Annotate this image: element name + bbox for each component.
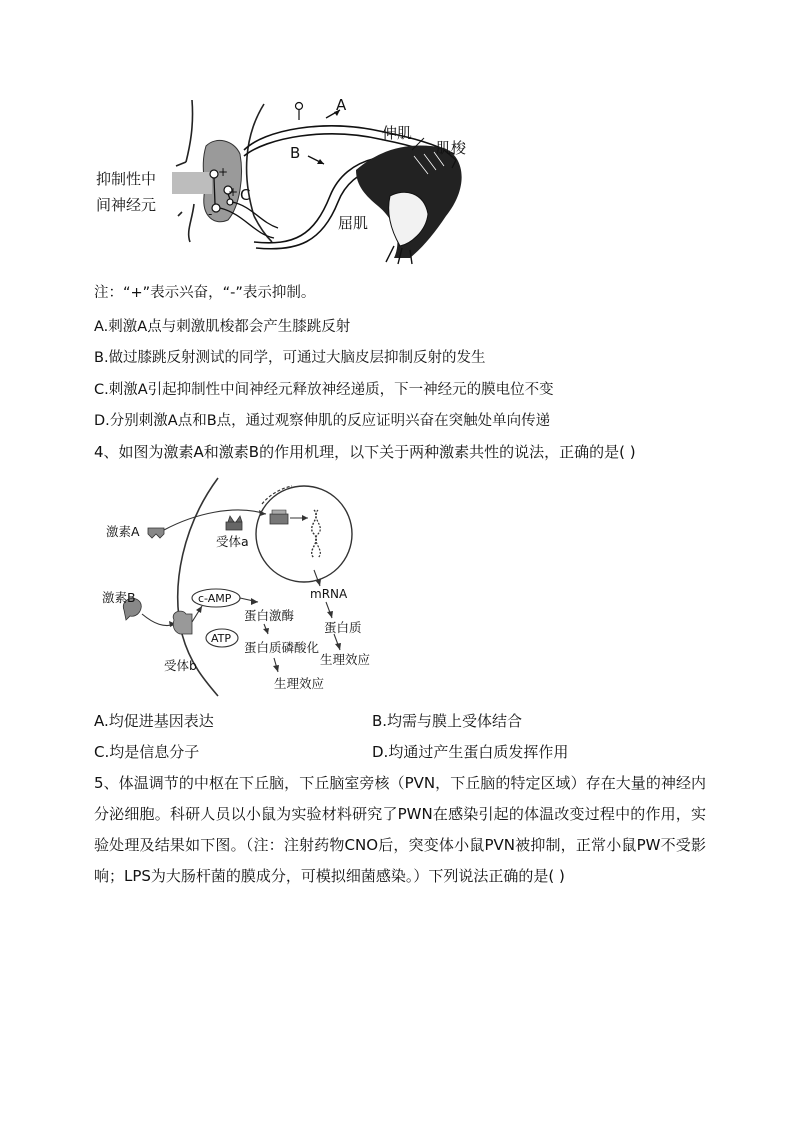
reflex-arc-diagram (94, 96, 494, 266)
label-extensor: 伸肌 (382, 124, 413, 142)
hormone-a-icon (148, 528, 164, 538)
label-mrna: mRNA (310, 587, 348, 601)
q4-option-d: D.均通过产生蛋白质发挥作用 (372, 743, 569, 761)
label-c: C (240, 186, 251, 204)
hormone-receptor-complex-icon (270, 514, 288, 524)
label-atp: ATP (211, 632, 232, 645)
label-b: B (290, 144, 301, 162)
sensory-cell-body (296, 103, 303, 110)
sign-minus: - (208, 207, 213, 221)
q4-option-a: A.均促进基因表达 (94, 712, 214, 730)
label-spindle: 肌梭 (436, 139, 467, 157)
label-phosphorylation: 蛋白质磷酸化 (244, 640, 320, 655)
sign-plus-2: + (228, 185, 239, 199)
q3-option-b: B.做过膝跳反射测试的同学，可通过大脑皮层抑制反射的发生 (94, 350, 486, 366)
label-interneuron-1: 抑制性中 (96, 170, 157, 188)
label-camp: c-AMP (198, 592, 232, 605)
label-protein-kinase: 蛋白激酶 (244, 608, 295, 623)
label-hormone-a: 激素A (106, 524, 140, 539)
figure-note: 注：“+”表示兴奋，“-”表示抑制。 (94, 285, 316, 301)
label-interneuron-2: 间神经元 (96, 196, 157, 214)
q4-option-c: C.均是信息分子 (94, 743, 200, 761)
label-effect-1: 生理效应 (320, 652, 371, 667)
q4-option-b: B.均需与膜上受体结合 (372, 712, 523, 730)
q3-option-c: C.刺激A引起抑制性中间神经元释放神经递质，下一神经元的膜电位不变 (94, 382, 554, 398)
label-effect-2: 生理效应 (274, 676, 325, 691)
receptor-a-icon (226, 516, 242, 530)
label-flexor: 屈肌 (338, 214, 369, 232)
nucleus (256, 486, 352, 582)
q3-option-a: A.刺激A点与刺激肌梭都会产生膝跳反射 (94, 319, 351, 335)
hormone-mechanism-diagram (94, 474, 394, 700)
q4-stem: 4、如图为激素A和激素B的作用机理，以下关于两种激素共性的说法，正确的是( ) (94, 443, 636, 461)
q5-text: 5、体温调节的中枢在下丘脑，下丘脑室旁核（PVN，下丘脑的特定区域）存在大量的神经内分泌细胞。科研人员以小鼠为实验材料研究了PWN在感染引起的体温改变过程中的作用，实验处理及结果如下图。（注：注射药物CNO后，突变体小鼠PVN被抑制，正常小鼠PW不受影响；LPS为大肠杆菌的膜成分，可模拟细菌感染。）下列说法正确的是( ) (94, 774, 706, 885)
label-receptor-b: 受体b (164, 658, 197, 673)
sign-plus-1: + (218, 165, 229, 179)
leg-muscle (356, 146, 462, 264)
label-a: A (336, 96, 347, 114)
label-receptor-a: 受体a (216, 534, 249, 549)
receptor-b-icon (173, 611, 192, 634)
label-hormone-b: 激素B (102, 590, 136, 605)
label-protein: 蛋白质 (324, 620, 362, 635)
interneuron-band (172, 172, 212, 194)
q3-option-d: D.分别刺激A点和B点，通过观察伸肌的反应证明兴奋在突触处单向传递 (94, 413, 551, 429)
